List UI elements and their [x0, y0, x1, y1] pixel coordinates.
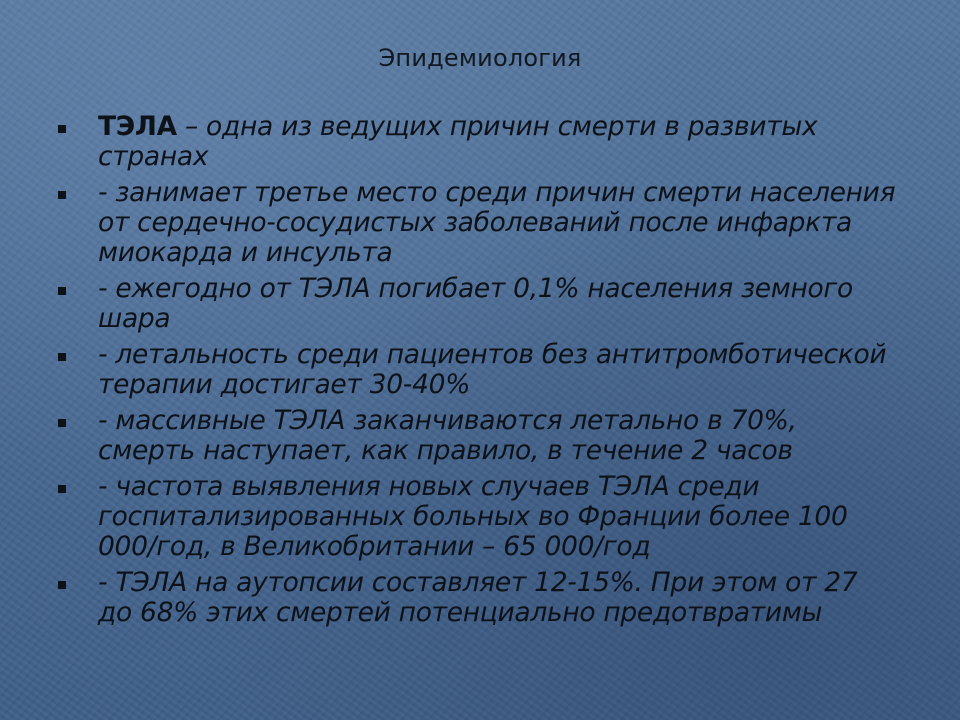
- bullet-item: [58, 472, 898, 562]
- bullet-item: [58, 274, 898, 334]
- square-bullet-icon: [58, 287, 66, 295]
- bullet-text: - занимает третье место среди причин смерти населения от сердечно-сосудистых заболеваний после инфаркта миокарда и инсульта: [98, 177, 896, 268]
- bullet-text: - массивные ТЭЛА заканчиваются летально в 70%, смерть наступает, как правило, в течение 2 часов: [98, 405, 797, 466]
- bullet-item: [58, 178, 898, 268]
- square-bullet-icon: [58, 353, 66, 361]
- bullet-lead-term: ТЭЛА: [98, 111, 177, 142]
- slide-title: Эпидемиология: [378, 44, 582, 72]
- square-bullet-icon: [58, 485, 66, 493]
- square-bullet-icon: [58, 125, 66, 133]
- bullet-item: [58, 112, 898, 172]
- bullet-item: [58, 568, 898, 628]
- square-bullet-icon: [58, 419, 66, 427]
- bullet-text: - ежегодно от ТЭЛА погибает 0,1% населения земного шара: [98, 273, 853, 334]
- bullet-text: - частота выявления новых случаев ТЭЛА среди госпитализированных больных во Франции более 100 000/год, в Великобритании – 65 000/год: [98, 471, 848, 562]
- square-bullet-icon: [58, 581, 66, 589]
- bullet-text: - ТЭЛА на аутопсии составляет 12-15%. При этом от 27 до 68% этих смертей потенциально предотвратимы: [98, 567, 858, 628]
- bullet-item: [58, 406, 898, 466]
- square-bullet-icon: [58, 191, 66, 199]
- bullet-text: – одна из ведущих причин смерти в развитых странах: [98, 111, 818, 172]
- bullet-text: - летальность среди пациентов без антитромботической терапии достигает 30-40%: [98, 339, 887, 400]
- bullet-item: [58, 340, 898, 400]
- bullet-list: [58, 112, 898, 634]
